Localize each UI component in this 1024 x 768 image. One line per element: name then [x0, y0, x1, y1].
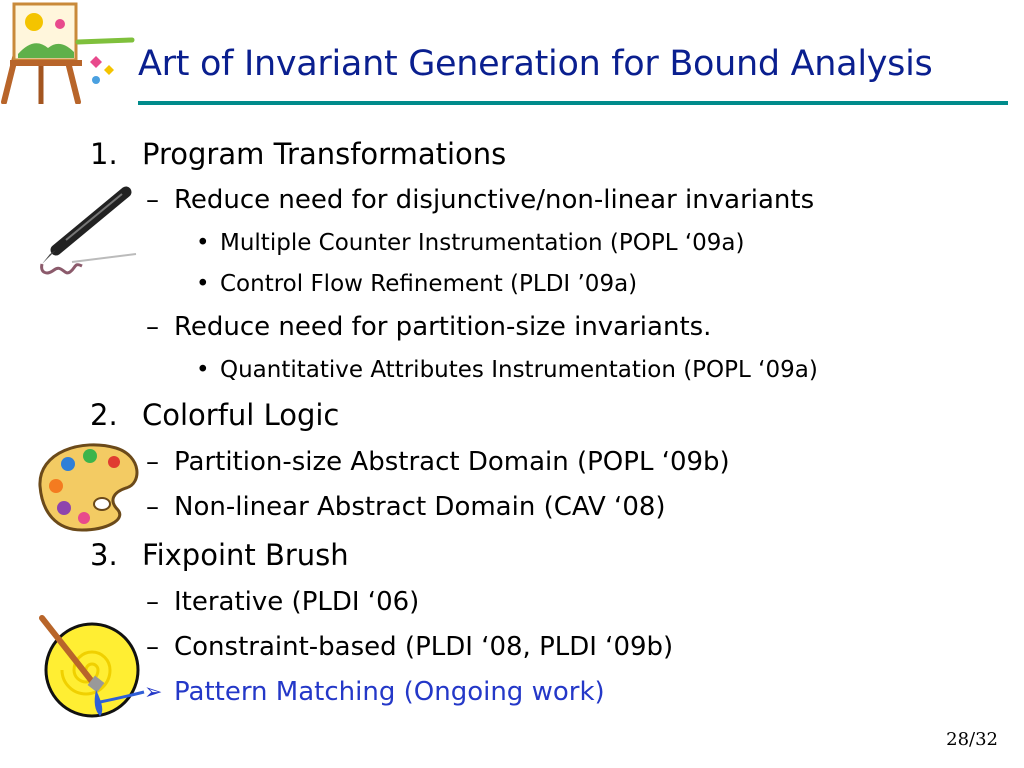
slide-title: Art of Invariant Generation for Bound Analysis	[138, 44, 933, 84]
dash-marker: –	[146, 447, 159, 477]
dash-marker: –	[146, 312, 159, 342]
sub-item-partition-size-domain: Partition-size Abstract Domain (POPL ‘09b)	[174, 447, 730, 477]
dash-marker: –	[146, 492, 159, 522]
section-number: 2.	[90, 398, 118, 432]
arrow-bullet-icon: ➢	[144, 680, 163, 705]
bullet-item-quantitative: Quantitative Attributes Instrumentation (POPL ‘09a)	[220, 357, 818, 383]
sub-item-reduce-partition: Reduce need for partition-size invariants.	[174, 312, 712, 342]
dash-marker: –	[146, 632, 159, 662]
section-title-fixpoint-brush: Fixpoint Brush	[142, 538, 349, 572]
page-number: 28/32	[946, 729, 998, 750]
bullet-marker: •	[196, 357, 210, 383]
bullet-marker: •	[196, 230, 210, 256]
sub-item-iterative: Iterative (PLDI ‘06)	[174, 587, 420, 617]
section-number: 1.	[90, 137, 118, 171]
sub-item-non-linear-domain: Non-linear Abstract Domain (CAV ‘08)	[174, 492, 666, 522]
sub-item-reduce-disjunctive: Reduce need for disjunctive/non-linear invariants	[174, 185, 815, 215]
bullet-marker: •	[196, 271, 210, 297]
dash-marker: –	[146, 587, 159, 617]
dash-marker: –	[146, 185, 159, 215]
sub-item-constraint-based: Constraint-based (PLDI ‘08, PLDI ‘09b)	[174, 632, 674, 662]
sub-item-pattern-matching: Pattern Matching (Ongoing work)	[174, 677, 605, 707]
section-title-program-transformations: Program Transformations	[142, 137, 507, 171]
bullet-item-multiple-counter: Multiple Counter Instrumentation (POPL ‘09a)	[220, 230, 745, 256]
bullet-item-control-flow: Control Flow Refinement (PLDI ’09a)	[220, 271, 638, 297]
section-title-colorful-logic: Colorful Logic	[142, 398, 340, 432]
section-number: 3.	[90, 538, 118, 572]
